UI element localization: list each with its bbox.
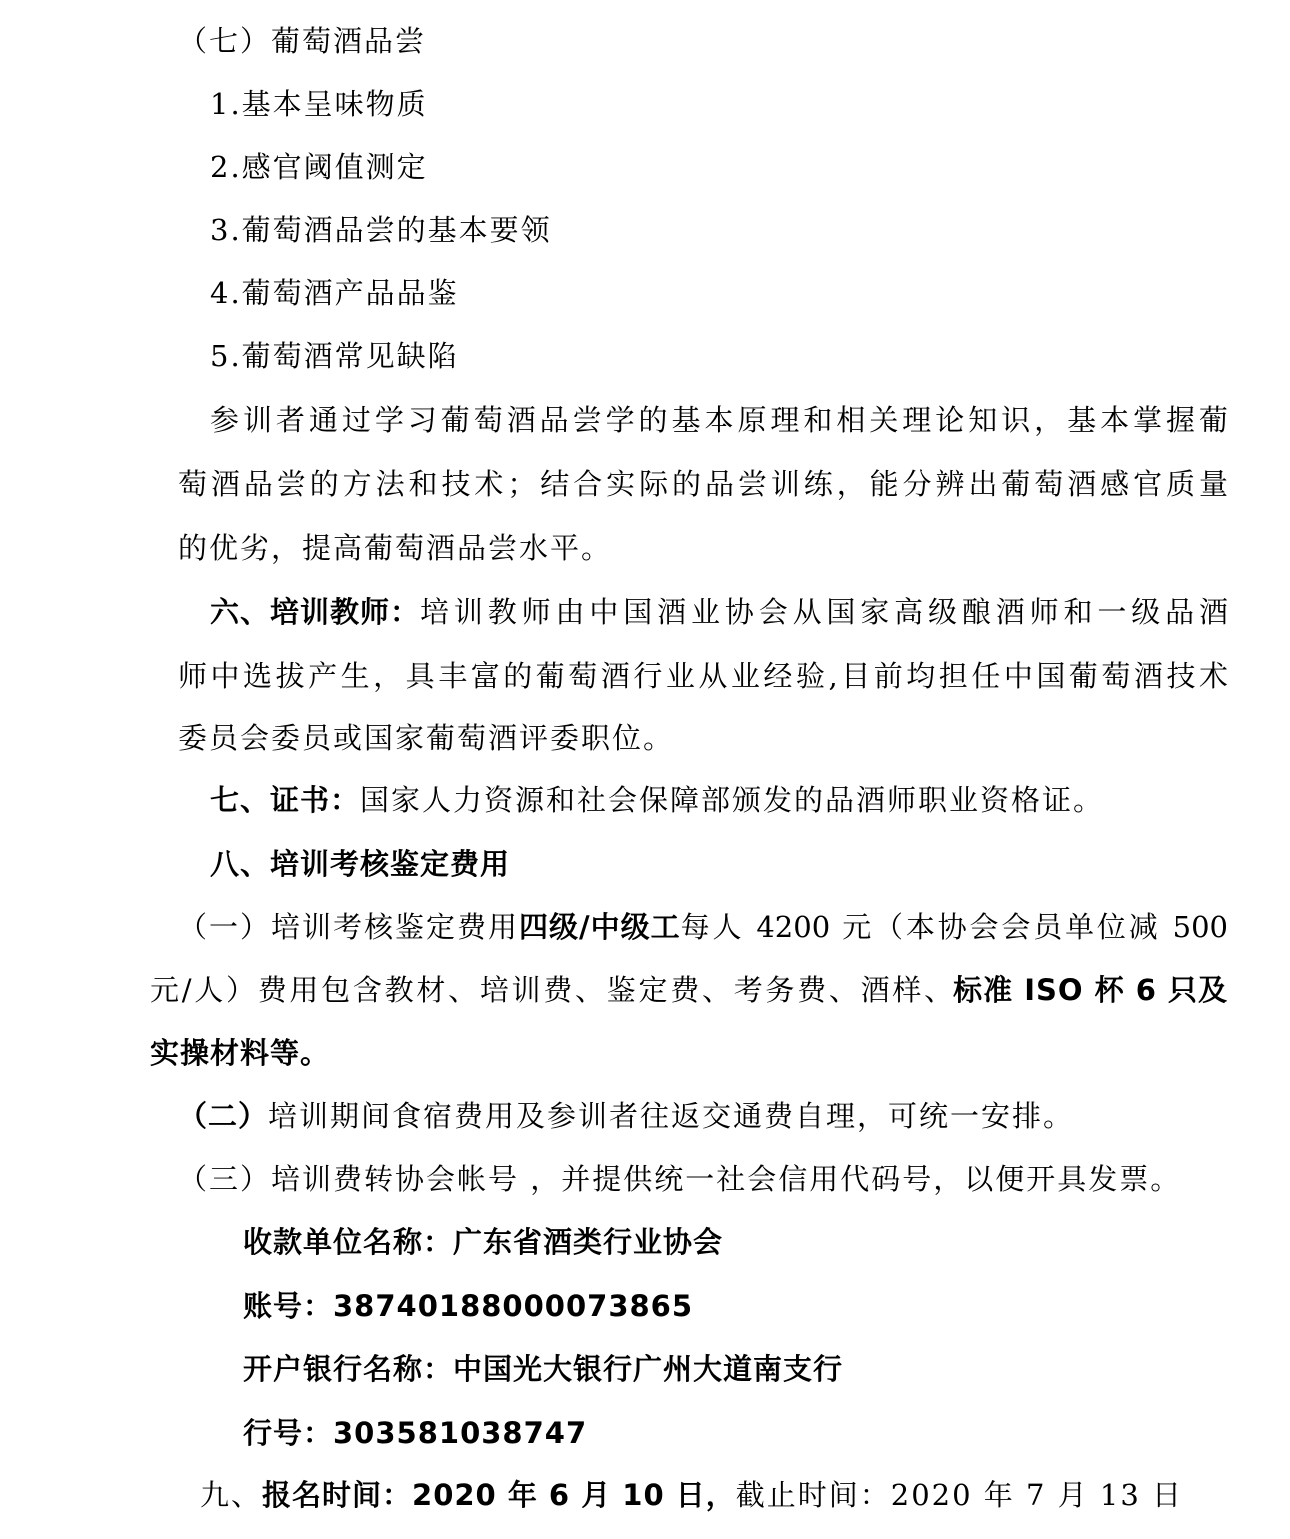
list-item: 4.葡萄酒产品品鉴 <box>210 276 459 310</box>
bank-number-line: 行号：303581038747 <box>243 1416 588 1450</box>
teachers-line <box>210 592 1228 632</box>
fees-item-2 <box>178 1096 1074 1136</box>
payee-line: 收款单位名称：广东省酒类行业协会 <box>243 1225 724 1259</box>
bank-name-line: 开户银行名称：中国光大银行广州大道南支行 <box>243 1352 844 1386</box>
list-item: 5.葡萄酒常见缺陷 <box>210 339 459 373</box>
teachers-label: 六、培训教师： <box>210 595 421 629</box>
paragraph-line: 的优劣，提高葡萄酒品尝水平。 <box>178 531 613 565</box>
registration-deadline: 截止时间：2020 年 7 月 13 日 <box>735 1478 1183 1512</box>
account-line: 账号：38740188000073865 <box>243 1289 694 1323</box>
certificate-text: 国家人力资源和社会保障部颁发的品酒师职业资格证。 <box>360 783 1105 817</box>
registration-prefix: 九、 <box>200 1478 263 1512</box>
fees-level: 四级/中级工 <box>519 910 681 944</box>
list-item: 2.感官阈值测定 <box>210 150 428 184</box>
fees-heading: 八、培训考核鉴定费用 <box>210 847 511 881</box>
list-item: 3.葡萄酒品尝的基本要领 <box>210 213 552 247</box>
paragraph-line: 萄酒品尝的方法和技术；结合实际的品尝训练，能分辨出葡萄酒感官质量 <box>178 467 1228 501</box>
fees-item-2-label: （二） <box>178 1099 269 1133</box>
paragraph-line: 参训者通过学习葡萄酒品尝学的基本原理和相关理论知识，基本掌握葡 <box>210 403 1228 437</box>
registration-start: 报名时间：2020 年 6 月 10 日， <box>262 1478 736 1512</box>
fees-item-1-line2 <box>150 970 1228 1010</box>
certificate-line <box>210 780 1104 820</box>
teachers-text: 培训教师由中国酒业协会从国家高级酿酒师和一级品酒 <box>420 595 1228 629</box>
fees-item-1 <box>178 907 1228 947</box>
fees-highlight: 标准 ISO 杯 6 只及 <box>953 973 1228 1007</box>
paragraph-line: 师中选拔产生，具丰富的葡萄酒行业从业经验,目前均担任中国葡萄酒技术 <box>178 659 1228 693</box>
fees-text: 元/人）费用包含教材、培训费、鉴定费、考务费、酒样、 <box>150 973 954 1007</box>
fees-text: 培训期间食宿费用及参训者往返交通费自理，可统一安排。 <box>268 1099 1075 1133</box>
fees-item-3: （三）培训费转协会帐号 ，并提供统一社会信用代码号，以便开具发票。 <box>178 1162 1182 1196</box>
fees-text: 每人 4200 元（本协会会员单位减 500 <box>680 910 1228 944</box>
registration-line <box>200 1475 1183 1515</box>
paragraph-line: 委员会委员或国家葡萄酒评委职位。 <box>178 721 675 755</box>
fees-item-1-line3: 实操材料等。 <box>150 1036 331 1070</box>
certificate-label: 七、证书： <box>210 783 361 817</box>
section-heading: （七）葡萄酒品尝 <box>178 24 427 58</box>
fees-text: （一）培训考核鉴定费用 <box>178 910 520 944</box>
list-item: 1.基本呈味物质 <box>210 87 428 121</box>
